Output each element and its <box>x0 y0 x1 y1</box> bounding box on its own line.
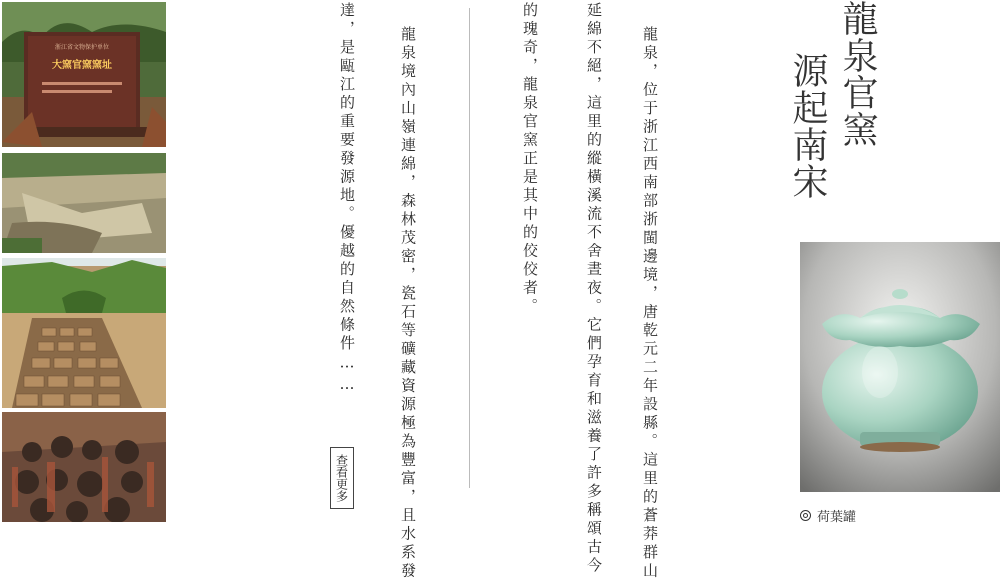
page-title: 龍泉官窯 <box>837 0 878 148</box>
monument-top-text: 浙江省文物保护单位 <box>54 44 110 51</box>
monument-main-text: 大窯官窯窯址 <box>52 60 112 71</box>
page-subtitle: 源起南宋 <box>787 52 828 200</box>
article-column-2: 延綿不絕，這里的縱橫溪流不舍晝夜。它們孕育和滋養了許多稱頌古今 <box>585 2 603 576</box>
caption-text: 荷葉罐 <box>817 510 857 525</box>
lotus-leaf-jar-photo <box>800 242 1000 492</box>
monument-photo <box>2 2 166 147</box>
article-column-5: 達，是甌江的重要發源地。優越的自然條件…… <box>338 2 356 397</box>
kiln-site-photo <box>2 153 166 253</box>
copyright-circle-icon <box>800 510 811 521</box>
read-more-button[interactable]: 查看更多 <box>330 447 354 509</box>
kiln-ruins-photo <box>2 412 166 522</box>
article-column-4: 龍泉境內山嶺連綿，森林茂密，瓷石等礦藏資源極為豐富，且水系發 <box>399 26 417 581</box>
column-divider <box>469 8 470 488</box>
photo-caption <box>800 506 856 525</box>
article-column-1: 龍泉，位于浙江西南部浙閩邊境，唐乾元二年設縣。這里的蒼莽群山 <box>641 26 659 581</box>
excavation-photo <box>2 258 166 408</box>
article-column-3: 的瑰奇，龍泉官窯正是其中的佼佼者。 <box>521 2 539 317</box>
